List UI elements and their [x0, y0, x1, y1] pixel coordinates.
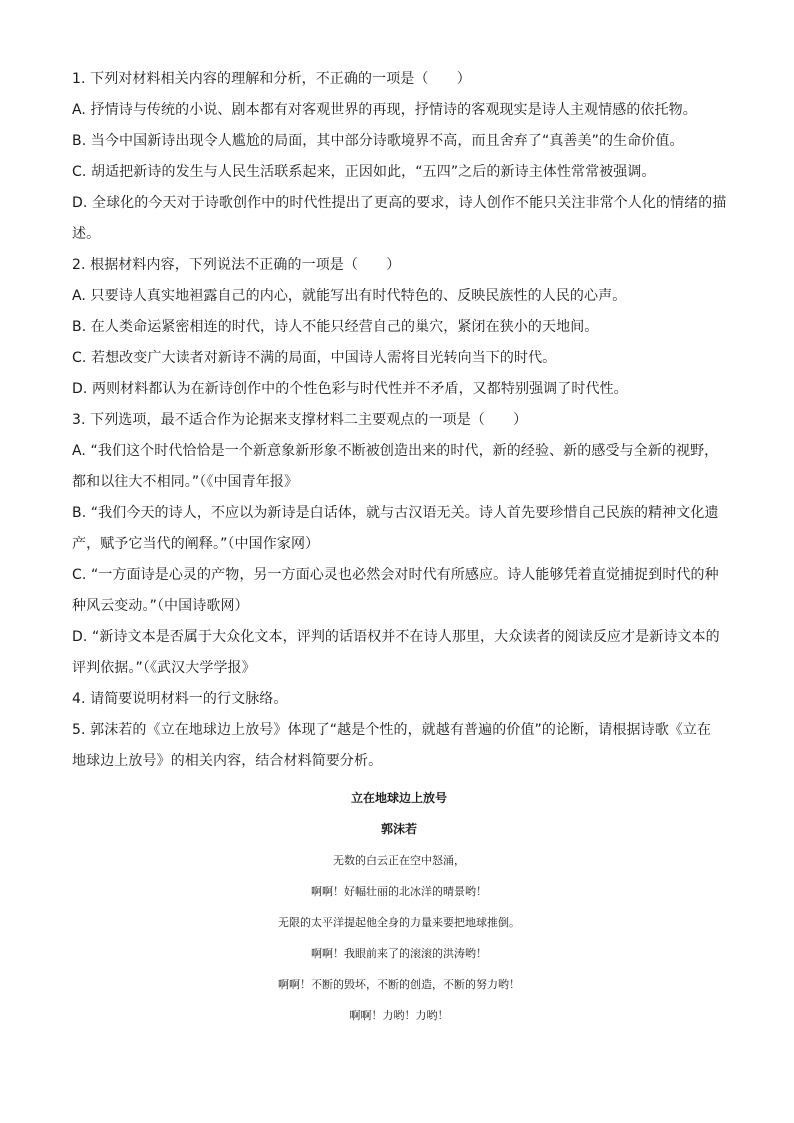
- question-3-option-a-line1: A. “我们这个时代恰恰是一个新意象新形象不断被创造出来的时代，新的经验、新的感受与全新的视野，: [72, 443, 719, 459]
- question-2-option-b: B. 在人类命运紧密相连的时代，诗人不能只经营自己的巢穴，紧闭在狭小的天地间。: [72, 319, 599, 335]
- question-4-stem: 4. 请简要说明材料一的行文脉络。: [72, 691, 288, 707]
- question-3-option-b-line2: 产，赋予它当代的阐释。”（中国作家网）: [72, 536, 320, 552]
- poem-title: 立在地球边上放号: [350, 791, 447, 805]
- poem-line: 啊啊！力哟！力哟！: [349, 1009, 449, 1022]
- question-5-stem-line2: 地球边上放号》的相关内容，结合材料简要分析。: [72, 753, 383, 769]
- question-3-option-d-line2: 评判依据。”（《武汉大学学报》: [72, 660, 256, 676]
- poem-line: 无限的太平洋提起他全身的力量来要把地球推倒。: [278, 916, 520, 929]
- poem-line: 啊啊！我眼前来了的滚滚的洪涛哟！: [311, 947, 487, 960]
- poem-author: 郭沫若: [380, 822, 417, 836]
- poem-line: 无数的白云正在空中怒涌，: [333, 854, 465, 867]
- question-1-stem: 1. 下列对材料相关内容的理解和分析，不正确的一项是（ ）: [72, 71, 471, 87]
- question-2-option-d: D. 两则材料都认为在新诗创作中的个性色彩与时代性并不矛盾，又都特别强调了时代性。: [72, 381, 628, 397]
- question-3-option-c-line2: 种风云变动。”（中国诗歌网）: [72, 598, 249, 614]
- question-3-stem: 3. 下列选项，最不适合作为论据来支撑材料二主要观点的一项是（ ）: [72, 412, 528, 428]
- question-1-option-c: C. 胡适把新诗的发生与人民生活联系起来，正因如此，“五四”之后的新诗主体性常常被强调。: [72, 164, 656, 180]
- question-3-option-c-line1: C. “一方面诗是心灵的产物，另一方面心灵也必然会对时代有所感应。诗人能够凭着直觉捕捉到时代的种: [72, 567, 719, 583]
- question-3-option-a-line2: 都和以往大不相同。”（《中国青年报》: [72, 474, 299, 490]
- question-2-option-c: C. 若想改变广大读者对新诗不满的局面，中国诗人需将目光转向当下的时代。: [72, 350, 557, 366]
- question-1-option-d-line2: 述。: [72, 226, 101, 242]
- question-2-option-a: A. 只要诗人真实地袒露自己的内心，就能写出有时代特色的、反映民族性的人民的心声。: [72, 288, 627, 304]
- question-section: [72, 64, 726, 777]
- poem-line: 啊啊！不断的毁坏，不断的创造，不断的努力哟！: [278, 978, 520, 991]
- poem-block: [72, 783, 726, 1031]
- question-1-option-a: A. 抒情诗与传统的小说、剧本都有对客观世界的再现，抒情诗的客观现实是诗人主观情感的依托物。: [72, 102, 697, 118]
- question-1-option-b: B. 当今中国新诗出现令人尴尬的局面，其中部分诗歌境界不高，而且舍弃了“真善美”的生命价值。: [72, 133, 684, 149]
- question-5-stem-line1: 5. 郭沫若的《立在地球边上放号》体现了“越是个性的，就越有普遍的价值”的论断，请根据诗歌《立在: [72, 722, 712, 738]
- question-2-stem: 2. 根据材料内容，下列说法不正确的一项是（ ）: [72, 257, 401, 273]
- poem-line: 啊啊！好幅壮丽的北冰洋的晴景哟！: [311, 885, 487, 898]
- question-3-option-b-line1: B. “我们今天的诗人，不应以为新诗是白话体，就与古汉语无关。诗人首先要珍惜自己民族的精神文化遗: [72, 505, 719, 521]
- question-1-option-d-line1: D. 全球化的今天对于诗歌创作中的时代性提出了更高的要求，诗人创作不能只关注非常个人化的情绪的描: [72, 195, 727, 211]
- question-3-option-d-line1: D. “新诗文本是否属于大众化文本，评判的话语权并不在诗人那里，大众读者的阅读反应才是新诗文本的: [72, 629, 720, 645]
